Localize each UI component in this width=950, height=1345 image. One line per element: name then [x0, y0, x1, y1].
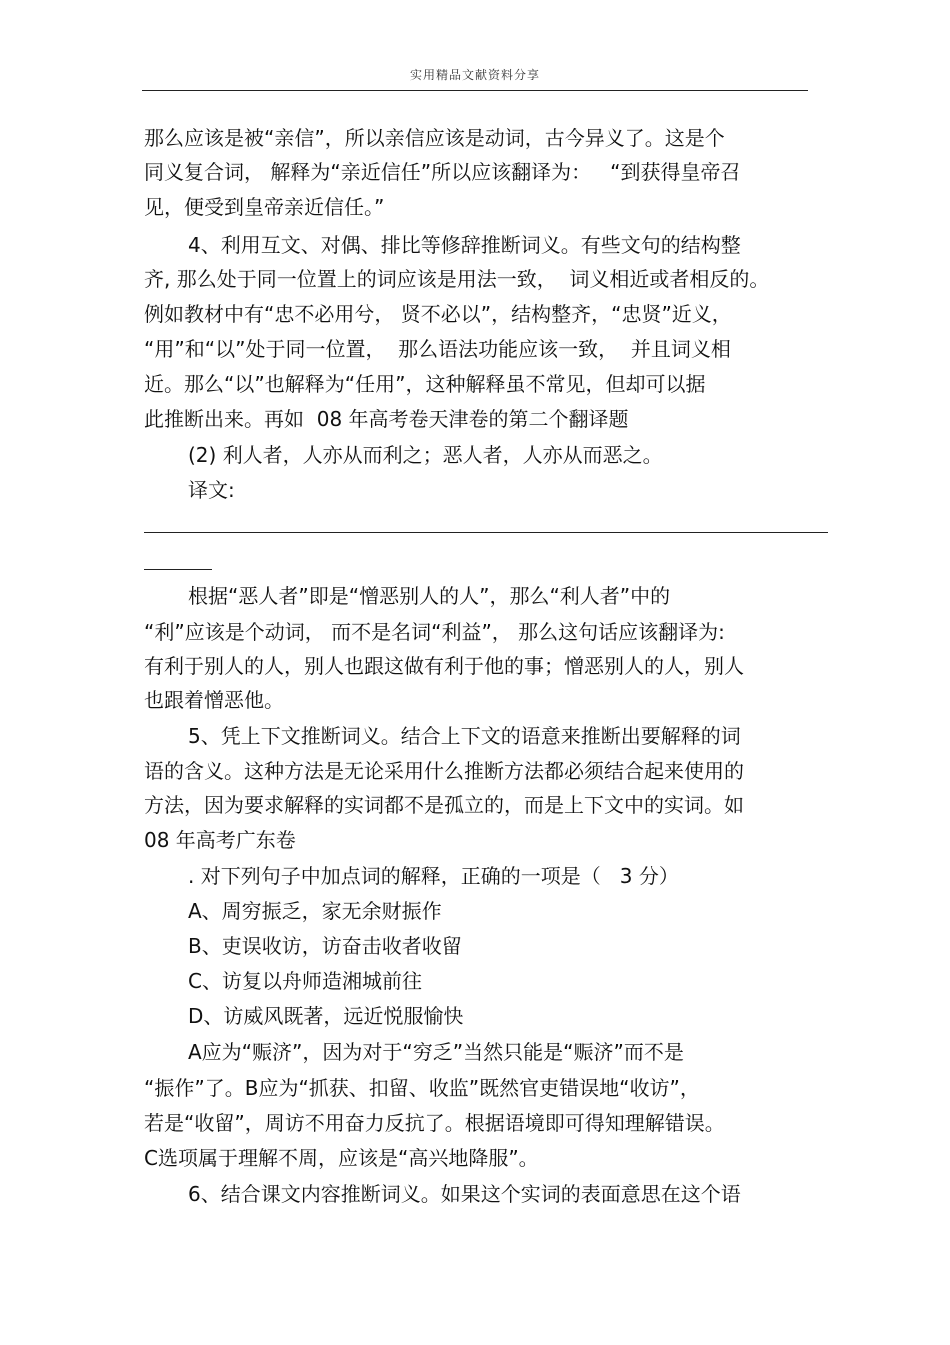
answer-blank-line: [144, 532, 828, 533]
paragraph-line: 也跟着憎恶他。: [144, 688, 284, 712]
paragraph-line: 6、结合课文内容推断词义。如果这个实词的表面意思在这个语: [188, 1182, 741, 1206]
paragraph-line: 译文:: [188, 478, 235, 502]
paragraph-line: 有利于别人的人，别人也跟这做有利于他的事；憎恶别人的人，别人: [144, 654, 744, 678]
paragraph-line: 同义复合词， 解释为“亲近信任”所以应该翻译为： “到获得皇帝召: [144, 160, 741, 184]
paragraph-line: C选项属于理解不周，应该是“高兴地降服”。: [144, 1146, 539, 1170]
paragraph-line: 见，便受到皇帝亲近信任。”: [144, 195, 385, 219]
paragraph-line: 4、利用互文、对偶、排比等修辞推断词义。有些文句的结构整: [188, 233, 741, 257]
paragraph-line: 语的含义。这种方法是无论采用什么推断方法都必须结合起来使用的: [144, 759, 744, 783]
paragraph-line: (2) 利人者，人亦从而利之；恶人者，人亦从而恶之。: [188, 443, 663, 467]
paragraph-line: 根据“恶人者”即是“憎恶别人的人”，那么“利人者”中的: [188, 584, 671, 608]
paragraph-line: 08 年高考广东卷: [144, 828, 296, 852]
option-c: C、访复以舟师造湘城前往: [188, 969, 422, 993]
paragraph-line: 齐, 那么处于同一位置上的词应该是用法一致， 词义相近或者相反的。: [144, 267, 770, 291]
paragraph-line: 方法，因为要求解释的实词都不是孤立的，而是上下文中的实词。如: [144, 793, 744, 817]
paragraph-line: A应为“赈济”，因为对于“穷乏”当然只能是“赈济”而不是: [188, 1040, 684, 1064]
paragraph-line: 5、凭上下文推断词义。结合上下文的语意来推断出要解释的词: [188, 724, 741, 748]
paragraph-line: “振作”了。B应为“抓获、扣留、收监”既然官吏错误地“收访”，: [144, 1076, 700, 1100]
header-divider: [142, 90, 808, 91]
paragraph-line: “利”应该是个动词， 而不是名词“利益”， 那么这句话应该翻译为:: [144, 620, 725, 644]
paragraph-line: 那么应该是被“亲信”，所以亲信应该是动词，古今异义了。这是个: [144, 126, 725, 150]
paragraph-line: 例如教材中有“忠不必用兮， 贤不必以”，结构整齐，“忠贤”近义，: [144, 302, 732, 326]
paragraph-line: 近。那么“以”也解释为“任用”，这种解释虽不常见，但却可以据: [144, 372, 706, 396]
option-d: D、访威风既著，远近悦服愉快: [188, 1004, 464, 1028]
paragraph-line: 若是“收留”，周访不用奋力反抗了。根据语境即可得知理解错误。: [144, 1111, 725, 1135]
question-stem: . 对下列句子中加点词的解释，正确的一项是（ 3 分）: [188, 864, 679, 888]
option-b: B、吏误收访，访奋击收者收留: [188, 934, 462, 958]
page-header-title: 实用精品文献资料分享: [409, 68, 540, 82]
option-a: A、周穷振乏，家无余财振作: [188, 899, 442, 923]
answer-blank-line: [144, 569, 212, 570]
paragraph-line: 此推断出来。再如 08 年高考卷天津卷的第二个翻译题: [144, 407, 629, 431]
paragraph-line: “用”和“以”处于同一位置， 那么语法功能应该一致， 并且词义相: [144, 337, 731, 361]
